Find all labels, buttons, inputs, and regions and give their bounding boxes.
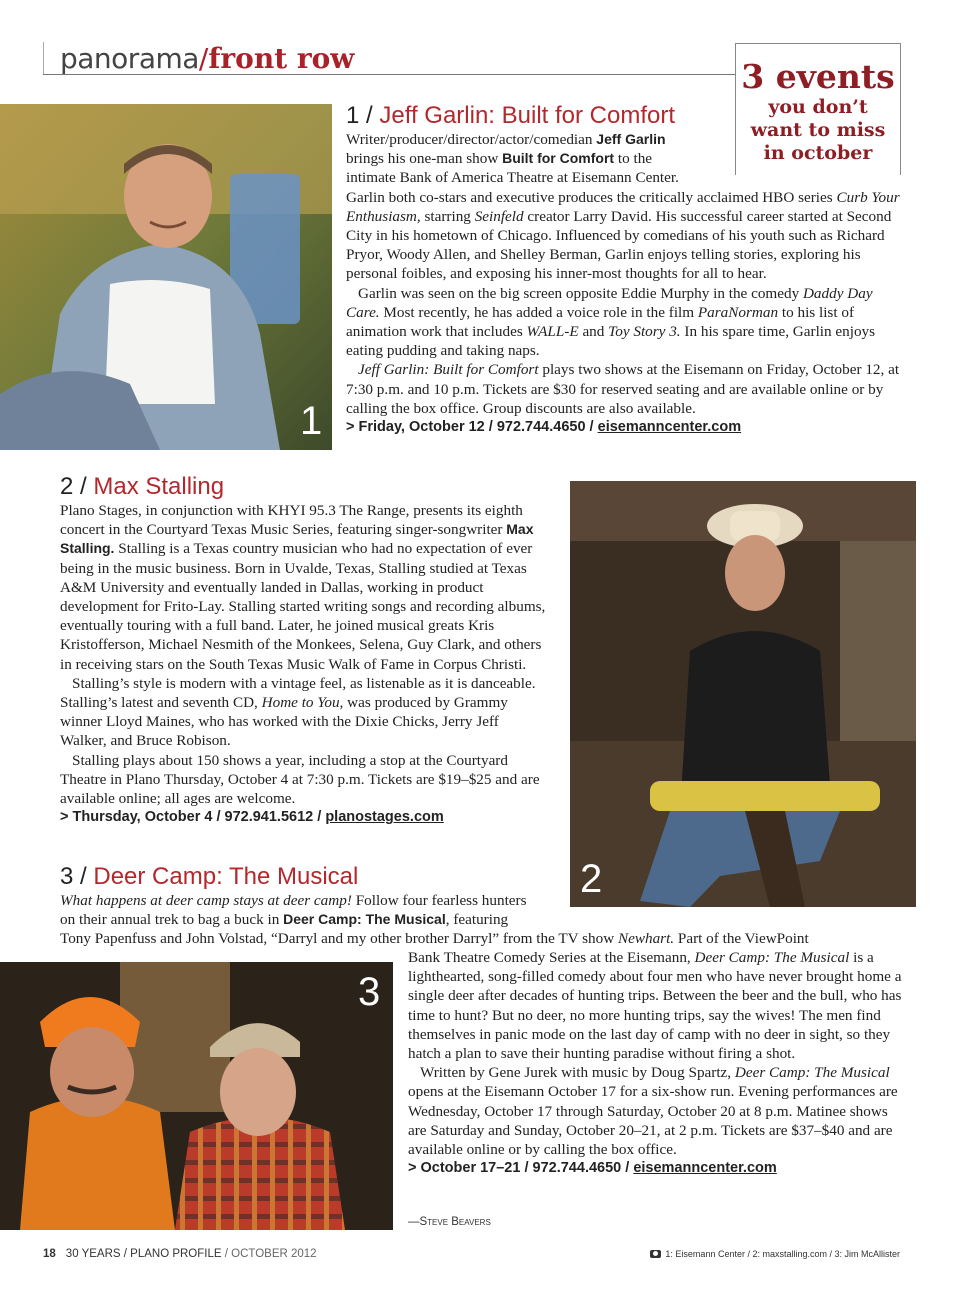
event-1-intro-text: Writer/producer/director/actor/comedian	[346, 131, 597, 148]
event-3-lead-line-3: Tony Papenfuss and John Volstad, “Darryl and my other brother Darryl” from the TV show Newhart. Part of the ViewPoint	[60, 930, 809, 948]
publication-name: 30 YEARS / PLANO PROFILE	[65, 1248, 222, 1260]
event-1-name: Jeff Garlin: Built for Comfort	[379, 102, 676, 129]
event-2-performer: Max Stalling.	[60, 521, 534, 557]
jeff-garlin-illustration	[0, 104, 332, 450]
section-title: front row	[208, 42, 355, 75]
header-divider	[43, 74, 735, 75]
event-1-info	[346, 418, 906, 437]
event-1-link[interactable]: eisemanncenter.com	[597, 419, 742, 436]
header-divider-vertical	[43, 42, 44, 74]
event-2-body	[60, 501, 548, 827]
event-1-performer: Jeff Garlin	[596, 131, 666, 147]
event-2-paragraph-1: Plano Stages, in conjunction with KHYI 95.3 The Range, presents its eighth concert in the Courtyard Texas Music Series, featuring singer-songwriter Max Stalling. Stalling is a Texas country musician who had no expectation of ever being in the music business. Born in Uvalde, Texas, Stalling studied at Texas A&M University and eventually landed in Dallas, working in product development for Frito-Lay. Stalling started writing songs and recording albums, eventually touring with a full band. Later, he joined musical greats Kris Kristofferson, Michael Nesmith of the Monkees, Selena, Guy Clark, and others in receiving stars on the South Texas Music Walk of Fame in Corpus Christi.	[60, 502, 546, 673]
event-3-lead	[60, 891, 920, 949]
event-1-date-phone: > Friday, October 12 / 972.744.4650 /	[346, 419, 598, 436]
event-2-number: 2 /	[60, 473, 94, 500]
jeff-garlin-photo	[0, 104, 332, 450]
event-3-info	[408, 1159, 902, 1178]
event-2-link[interactable]: planostages.com	[325, 809, 444, 826]
event-3-link[interactable]: eisemanncenter.com	[633, 1160, 777, 1177]
event-1-paragraph-2: Garlin was seen on the big screen opposite Eddie Murphy in the comedy Daddy Day Care. Most recently, he has added a voice role in the film ParaNorman to his list of animation work that includes WALL-E and Toy Story 3. In his spare time, Garlin enjoys eating pudding and taking naps.	[346, 284, 876, 360]
issue-date: / OCTOBER 2012	[221, 1248, 317, 1260]
max-stalling-illustration	[570, 481, 916, 907]
page-number: 18	[43, 1248, 56, 1260]
event-3-date-phone: > October 17–21 / 972.744.4650 /	[408, 1160, 634, 1177]
photo-credits-text: 1: Eisemann Center / 2: maxstalling.com / 3: Jim McAllister	[665, 1249, 900, 1259]
event-3-show-name: Deer Camp: The Musical	[283, 911, 446, 928]
events-line-1: you don’t	[768, 96, 868, 118]
event-1-number: 1 /	[346, 102, 380, 129]
photo-2-number: 2	[580, 857, 603, 901]
events-count: 3 events	[741, 57, 895, 96]
event-1-body	[346, 130, 906, 437]
events-line-2: want to miss	[750, 119, 886, 141]
photo-3-number: 3	[358, 970, 381, 1014]
max-stalling-photo	[570, 481, 916, 907]
event-2-name: Max Stalling	[93, 473, 225, 500]
event-1-show-name: Built for Comfort	[502, 150, 615, 167]
event-2-paragraph-2: Stalling’s style is modern with a vintage feel, as listenable as it is danceable. Stalling’s latest and seventh CD, Home to You, was produced by Grammy winner Lloyd Maines, who has worked with the Dixie Chicks, Jerry Jeff Walker, and Bruce Robison.	[60, 674, 536, 750]
event-3-number: 3 /	[60, 863, 94, 890]
header-slash: /	[198, 42, 209, 75]
event-3-lead-line-1: What happens at deer camp stays at deer camp! Follow four fearless hunters	[60, 892, 527, 909]
event-2-paragraph-3: Stalling plays about 150 shows a year, including a stop at the Courtyard Theatre in Plano Thursday, October 4 at 7:30 p.m. Tickets are $19–$25 and are available online; all ages are welcome.	[60, 751, 540, 808]
photo-1-number: 1	[300, 399, 323, 443]
photo-credits	[650, 1249, 900, 1259]
event-3-paragraph-2: Written by Gene Jurek with music by Doug Spartz, Deer Camp: The Musical opens at the Eisemann October 17 for a six-show run. Evening performances are Wednesday, October 17 through Saturday, October 20 at 8 p.m. Matinee shows are Saturday and Sunday, October 20–21, at 2 p.m. Tickets are $37–$40 and are available online or by calling the box office.	[408, 1064, 898, 1159]
byline-author: Steve Beavers	[419, 1216, 491, 1228]
event-3-body	[408, 948, 902, 1178]
camera-icon	[650, 1250, 661, 1258]
deer-camp-illustration	[0, 962, 393, 1230]
event-3-name: Deer Camp: The Musical	[93, 863, 359, 890]
event-2-date-phone: > Thursday, October 4 / 972.941.5612 /	[60, 809, 326, 826]
event-1-intro-text-2: brings his one-man show	[346, 150, 503, 168]
page-header	[60, 42, 732, 82]
event-2-title	[60, 473, 224, 501]
event-3-title	[60, 863, 358, 891]
event-3-paragraph-1: Bank Theatre Comedy Series at the Eisemann, Deer Camp: The Musical is a lighthearted, song-filled comedy about four men who have never brought home a single deer after decades of hunting trips. Between the beer and the bull, who has time to hunt? But no deer, no more hunting trips, say the wives! The men find themselves in panic mode on the last day of camp with no deer in sight, so they hatch a plan to save their hunting paradise without firing a shot.	[408, 949, 902, 1063]
event-1-paragraph-1: Garlin both co-stars and executive produces the critically acclaimed HBO series Curb Your Enthusiasm, starring Seinfeld creator Larry David. His successful career started at Second City in his hometown of Chicago. Influenced by comedians of his youth such as Richard Pryor, Woody Allen, and Shelley Berman, Garlin enjoys telling stories, exploring his personal foibles, and exposing his inner-most thoughts for all to hear.	[346, 188, 900, 283]
event-1-intro-text-4: intimate Bank of America Theatre at Eisemann Center.	[346, 169, 679, 187]
events-line-3: in october	[763, 142, 873, 164]
event-3-lead-line-2: on their annual trek to bag a buck in Deer Camp: The Musical, featuring	[60, 911, 509, 929]
page-footer	[43, 1248, 317, 1260]
section-kicker: panorama	[60, 42, 199, 75]
event-1-paragraph-3: Jeff Garlin: Built for Comfort plays two shows at the Eisemann on Friday, October 12, at 7:30 p.m. and 10 p.m. Tickets are $30 for reserved seating and are available online or by calling the box office. Group discounts are also available.	[346, 361, 900, 417]
byline: —Steve Beavers	[408, 1216, 491, 1228]
event-1-intro-text-3: to the	[614, 150, 653, 168]
event-2-info	[60, 808, 548, 827]
event-1-title	[346, 102, 675, 130]
deer-camp-photo	[0, 962, 393, 1230]
